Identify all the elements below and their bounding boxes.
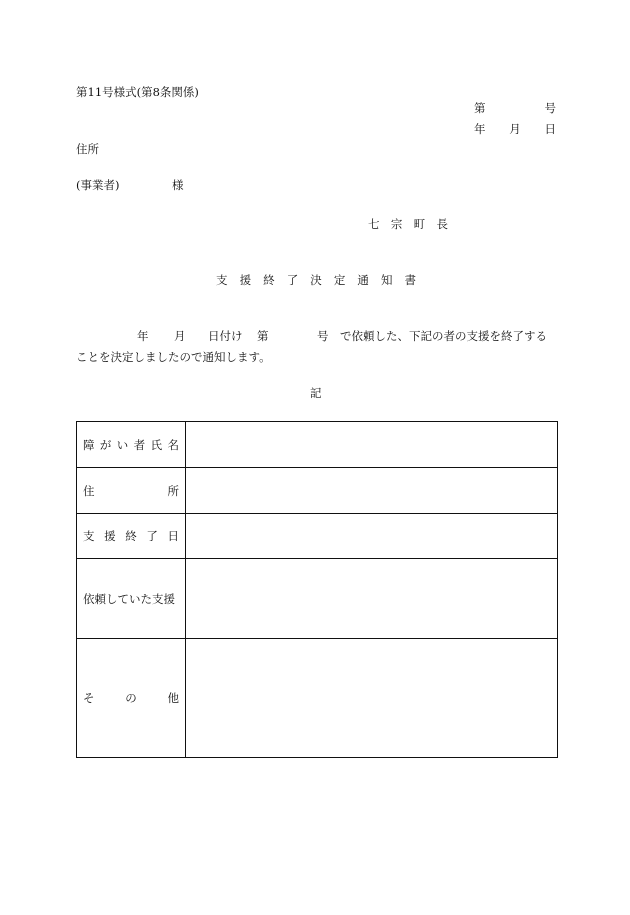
row-label-char: 終 xyxy=(125,529,137,543)
issue-date xyxy=(474,124,556,136)
label-cell xyxy=(77,639,186,758)
row-label-char: 者 xyxy=(133,437,146,452)
table-row xyxy=(77,422,558,468)
title-char: 定 xyxy=(333,273,346,287)
ref-suffix: 号 xyxy=(544,101,556,115)
title-char: 援 xyxy=(239,273,252,287)
row-label-char: 障 xyxy=(83,437,95,452)
row-label-char: そ xyxy=(83,691,95,705)
row-label-char: 依頼していた支援 xyxy=(83,591,175,606)
issuer-char: 宗 xyxy=(390,217,403,231)
body-line-2: ことを決定しましたので通知します。 xyxy=(76,350,271,364)
issuer-char: 町 xyxy=(413,217,426,231)
row-label-char: い xyxy=(116,437,129,452)
body-line-1 xyxy=(76,331,558,345)
ref-prefix: 第 xyxy=(474,101,486,115)
table-row xyxy=(77,639,558,758)
row-label-char: 住 xyxy=(83,483,95,498)
title-char: 支 xyxy=(216,273,228,287)
row-label-char: が xyxy=(99,437,112,452)
title-char: 了 xyxy=(286,273,299,287)
row-label-char: 支 xyxy=(83,529,95,543)
value-cell-address[interactable] xyxy=(186,468,558,514)
label-cell xyxy=(77,468,186,514)
value-cell-other[interactable] xyxy=(186,639,558,758)
date-year: 年 xyxy=(474,122,486,136)
title-char: 通 xyxy=(357,273,369,287)
value-cell-disabled-name[interactable] xyxy=(186,422,558,468)
row-label-char: 氏 xyxy=(150,437,163,452)
document-title xyxy=(216,275,416,287)
label-cell xyxy=(77,514,186,559)
row-label-char: 援 xyxy=(104,529,116,543)
body-no-suffix: 号 xyxy=(317,329,329,343)
reference-number xyxy=(474,103,556,115)
body-rest: で依頼した、下記の者の支援を終了する xyxy=(340,329,547,343)
title-char: 決 xyxy=(310,273,322,287)
form-number: 第11号様式(第8条関係) xyxy=(76,85,199,99)
date-day: 日 xyxy=(544,122,556,136)
title-char: 書 xyxy=(404,273,416,287)
address-label: 住所 xyxy=(76,142,99,156)
issuer xyxy=(368,219,448,231)
business-label: (事業者) xyxy=(76,178,120,192)
label-cell xyxy=(77,422,186,468)
row-label-char: 所 xyxy=(167,483,179,498)
row-label-char: 他 xyxy=(167,691,179,705)
details-table xyxy=(76,421,558,758)
body-year: 年 xyxy=(137,329,149,343)
row-label-char: 了 xyxy=(146,529,158,543)
issuer-char: 七 xyxy=(368,217,380,231)
table-row xyxy=(77,468,558,514)
ki-heading: 記 xyxy=(310,386,322,400)
title-char: 終 xyxy=(263,273,275,287)
honorific: 様 xyxy=(172,178,184,192)
value-cell-requested-support[interactable] xyxy=(186,559,558,639)
body-month: 月 xyxy=(174,329,186,343)
row-label-char: の xyxy=(125,691,137,705)
row-label-char: 日 xyxy=(167,529,179,543)
row-label-char: 名 xyxy=(167,437,179,452)
issuer-char: 長 xyxy=(436,217,448,231)
table-row xyxy=(77,559,558,639)
date-month: 月 xyxy=(509,122,521,136)
label-cell xyxy=(77,559,186,639)
table-row xyxy=(77,514,558,559)
value-cell-end-date[interactable] xyxy=(186,514,558,559)
body-no-prefix: 第 xyxy=(257,329,269,343)
body-date-suffix: 日付け xyxy=(208,329,243,343)
title-char: 知 xyxy=(380,273,393,287)
